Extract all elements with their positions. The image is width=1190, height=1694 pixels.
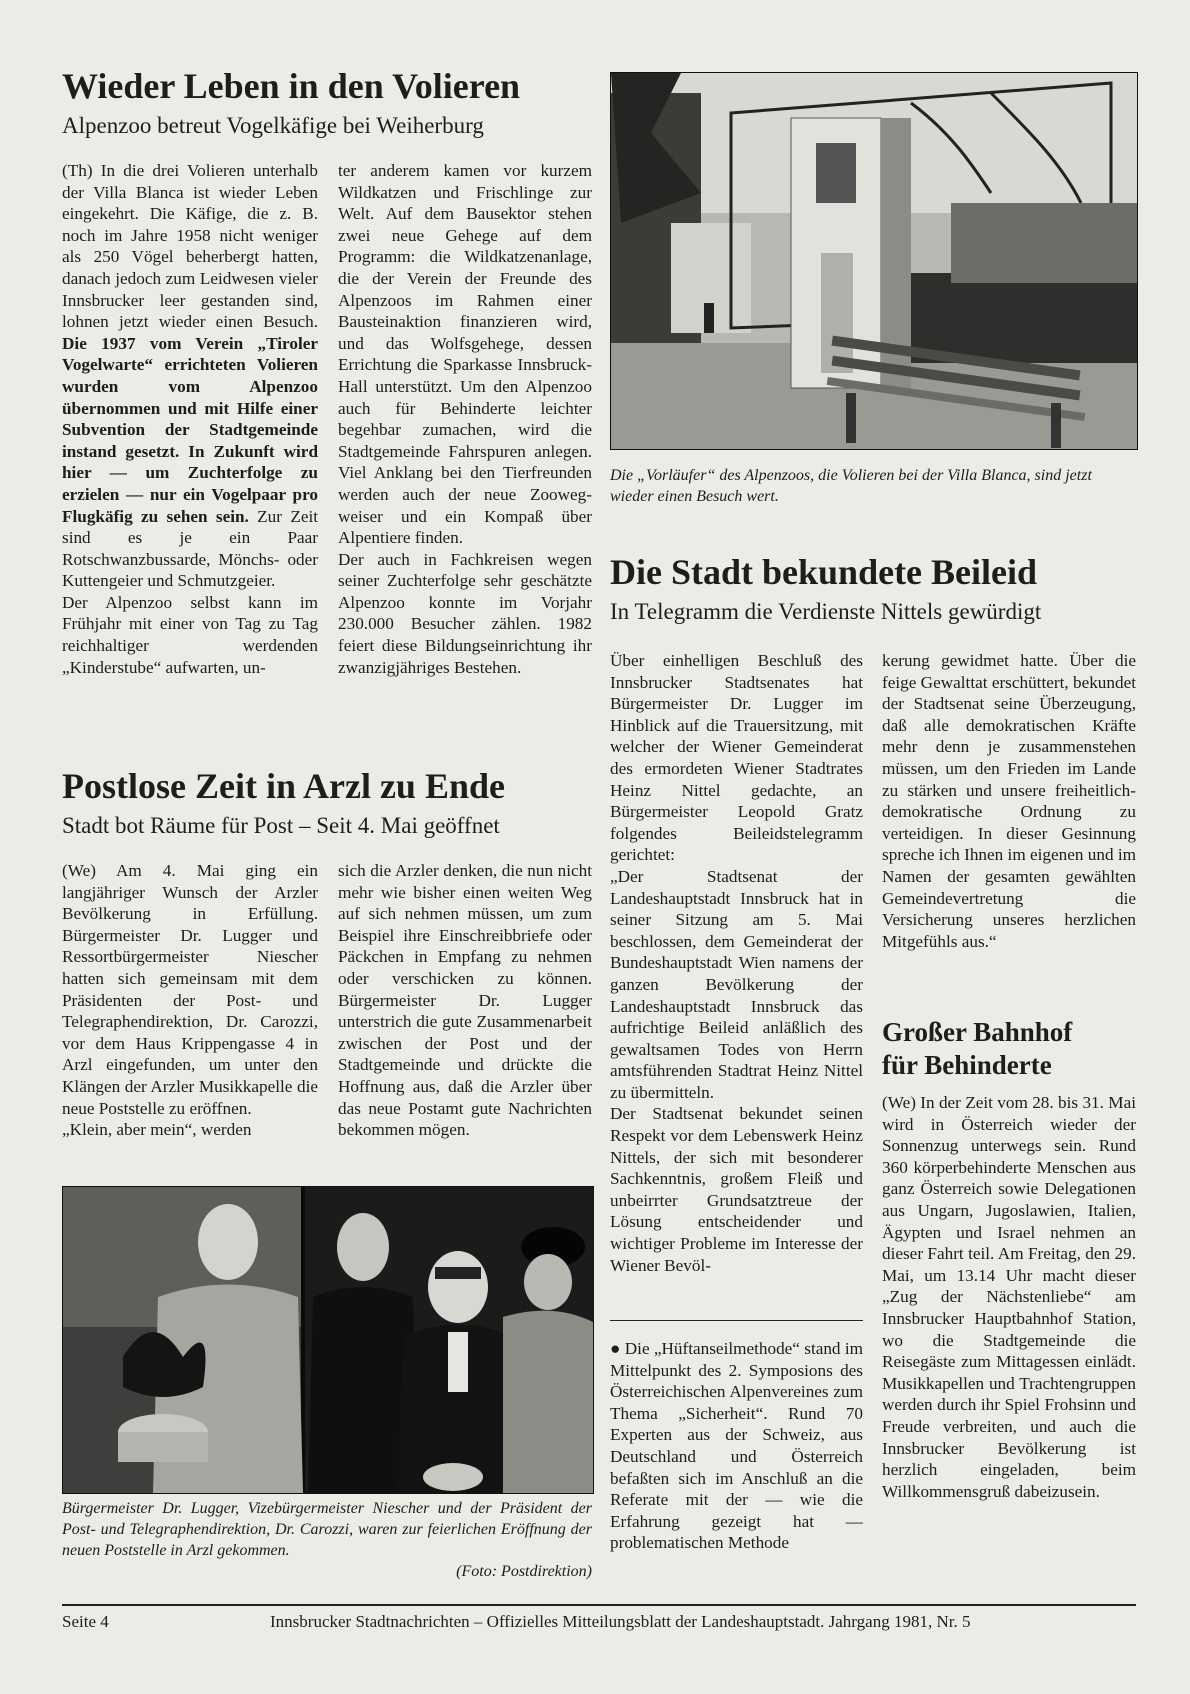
footer-publication: Innsbrucker Stadtnachrichten – Offizielles Mitteilungsblatt der Landeshauptstadt. Jahrgang 1981, Nr. 5: [270, 1612, 971, 1631]
article-arzl-col2: [338, 860, 592, 1141]
volieren-photo-caption: Die „Vorläufer“ des Alpenzoos, die Volieren bei der Villa Blanca, sind jetzt wieder einen Besuch wert.: [610, 467, 1092, 505]
bahnhof-text: (We) In der Zeit vom 28. bis 31. Mai wird in Österreich wieder der Sonnenzug unterwegs sein. Rund 360 körperbehinderte Menschen aus ganz Österreich sowie Delegationen aus Ungarn, Jugoslawien, Italien, Ägypten und Israel nehmen an dieser Fahrt teil. Am Freitag, den 29. Mai, um 13.14 Uhr macht dieser „Zug der Nächstenliebe“ am Innsbrucker Hauptbahnhof Station, wo die Stadtgemeinde die Reisegäste zum Mittagessen einlädt. Musikkapellen und Trachtengruppen werden durch ihr Spiel Frohsinn und Freude verbreiten, und auch die Innsbrucker Bevölkerung ist herzlich eingeladen, beim Willkommensgruß dabeizusein.: [882, 1093, 1136, 1501]
arzl-text-b: „Klein, aber mein“, werden: [62, 1120, 252, 1140]
subheadline-arzl: Stadt bot Räume für Post – Seit 4. Mai geöffnet: [62, 813, 500, 838]
headline-bahnhof-line1: Großer Bahnhof: [882, 1017, 1073, 1047]
bullet-icon: ●: [610, 1339, 621, 1358]
article-volieren-col1: [62, 160, 318, 678]
brief-divider: [610, 1320, 863, 1321]
volieren-text-a: (Th) In die drei Volieren unterhalb der Villa Blanca ist wieder Leben eingekehrt. Die Käfige, die z. B. noch im Jahre 1958 nicht weniger als 250 Vögel beherbergt hatten, danach jedoch zum Leidwesen vieler Innsbrucker leer gestanden sind, lohnen jetzt wieder einen Besuch.: [62, 161, 318, 332]
headline-bahnhof-line2: für Behinderte: [882, 1050, 1052, 1080]
volieren-photo: [610, 72, 1138, 450]
brief-text: Die „Hüftanseilmethode“ stand im Mittelpunkt des 2. Symposions des Österreichischen Alpenvereines zum Thema „Sicherheit“. Rund 70 Experten aus der Schweiz, aus Deutschland und Österreich befaßten sich im Anschluß an die Referate mit der — wie die Erfahrung gezeigt hat — problematischen Methode: [610, 1339, 864, 1553]
volieren-col2-b: Der auch in Fachkreisen wegen seiner Zuchterfolge sehr geschätzte Alpenzoo konnte im Vorjahr 230.000 Besucher zählen. 1982 feiert diese Bildungseinrichtung ihr zwanzigjähriges Bestehen.: [338, 549, 592, 677]
beileid-text-c: Der Stadtsenat bekundet seinen Respekt vor dem Lebenswerk Heinz Nittels, der sich mit besonderer Sachkenntnis, großem Fleiß und unbeirrter Grundsatztreue der Lösung entscheidender und wichtiger Probleme im Interesse der Wiener Bevöl-: [610, 1104, 863, 1275]
footer-rule: [62, 1604, 1136, 1606]
headline-beileid: Die Stadt bekundete Beileid: [610, 552, 1038, 592]
beileid-col2: kerung gewidmet hatte. Über die feige Gewalttat erschüttert, bekundet der Stadtsenat seine Überzeugung, daß alle demokratischen Kräfte mehr denn je zusammenstehen müssen, um den Frieden im Lande zu stärken und unsere freiheitlich-demokratische Ordnung zu verteidigen. In dieser Gesinnung spreche ich Ihnen im eigenen und im Namen der gesamten gewählten Gemeindevertretung die Versicherung unseres herzlichen Mitgefühls aus.“: [882, 651, 1136, 951]
headline-bahnhof: [882, 1016, 1136, 1082]
article-beileid-col2: [882, 650, 1136, 952]
arzl-photo: [62, 1186, 594, 1494]
footer-page-number: Seite 4: [62, 1612, 109, 1631]
arzl-caption-text: Bürgermeister Dr. Lugger, Vizebürgermeister Niescher und der Präsident der Post- und Telegraphendirektion, Dr. Carozzi, waren zur feierlichen Eröffnung der neuen Poststelle in Arzl gekommen.: [62, 1500, 592, 1559]
volieren-text-c: Der Alpenzoo selbst kann im Frühjahr mit einer von Tag zu Tag reichhaltiger werdenden „Kinderstube“ aufwarten, un-: [62, 592, 318, 677]
headline-volieren: Wieder Leben in den Volieren: [62, 66, 521, 106]
volieren-text-b: Zur Zeit sind es je ein Paar Rotschwanzbussarde, Mönchs- oder Kuttengeier und Schmutzgeier.: [62, 506, 319, 591]
brief-alpenverein: [610, 1338, 863, 1554]
article-arzl-col1: [62, 860, 318, 1141]
article-volieren-col2: [338, 160, 592, 678]
arzl-col2: sich die Arzler denken, die nun nicht mehr wie bisher einen weiten Weg auf sich nehmen müssen, um zum Beispiel ihre Einschreibbriefe oder Päckchen in Empfang zu nehmen oder verschicken zu können. Bürgermeister Dr. Lugger unterstrich die gute Zusammenarbeit zwischen der Post und der Stadtgemeinde und drückte die Hoffnung aus, daß die Arzler über das neue Postamt gute Nachrichten bekommen mögen.: [338, 861, 592, 1140]
article-bahnhof-body: [882, 1092, 1136, 1502]
subheadline-volieren: Alpenzoo betreut Vogelkäfige bei Weiherburg: [62, 113, 484, 138]
article-beileid-col1: [610, 650, 863, 1276]
headline-arzl: Postlose Zeit in Arzl zu Ende: [62, 766, 505, 806]
arzl-photo-caption: [62, 1498, 592, 1582]
volieren-text-bold: Die 1937 vom Verein „Tiroler Vogelwarte“ errichteten Volieren wurden vom Alpenzoo übernommen und mit Hilfe einer Subvention der Stadtgemeinde instand gesetzt. In Zukunft wird hier — um Zuchterfolge zu erzielen — nur ein Vogelpaar pro Flugkäfig zu sehen sein.: [62, 333, 318, 526]
arzl-photo-credit: (Foto: Postdirektion): [456, 1563, 592, 1580]
subheadline-beileid: In Telegramm die Verdienste Nittels gewürdigt: [610, 599, 1042, 624]
arzl-text-a: (We) Am 4. Mai ging ein langjähriger Wunsch der Arzler Bevölkerung in Erfüllung. Bürgermeister Dr. Lugger und Ressortbürgermeister Niescher hatten sich gemeinsam mit dem Präsidenten der Post- und Telegraphendirektion, Dr. Carozzi, vor dem Haus Krippengasse 4 in Arzl eingefunden, um unter den Klängen der Arzler Musikkapelle die neue Poststelle zu eröffnen.: [62, 861, 318, 1118]
beileid-text-a: Über einhelligen Beschluß des Innsbrucker Stadtsenates hat Bürgermeister Dr. Lugger im Hinblick auf die Trauersitzung, mit welcher der Wiener Gemeinderat des ermordeten Wiener Stadtrates Heinz Nittel gedachte, an Bürgermeister Leopold Gratz folgendes Beileidstelegramm gerichtet:: [610, 651, 863, 865]
volieren-col2-a: ter anderem kamen vor kurzem Wildkatzen und Frischlinge zur Welt. Auf dem Bausektor stehen zwei neue Gehege auf dem Programm: die Wildkatzenanlage, die der Verein der Freunde des Alpenzoos im Rahmen einer Bausteinaktion finanzieren wird, und das Wolfsgehege, dessen Errichtung die Sparkasse Innsbruck-Hall unterstützt. Um den Alpenzoo auch für Behinderte leichter begehbar zumachen, wird die Stadtgemeinde Fahrspuren anlegen. Viel Anklang bei den Tierfreunden werden auch der neue Zooweg-weiser und ein Kompaß über Alpentiere finden.: [338, 161, 592, 548]
beileid-text-b: „Der Stadtsenat der Landeshauptstadt Innsbruck hat in seiner Sitzung am 5. Mai beschlossen, dem Gemeinderat der Bundeshauptstadt Wien namens der ganzen Bevölkerung der Landeshauptstadt Innsbruck das aufrichtige Beileid anläßlich des gewaltsamen Todes von Herrn amtsführenden Stadtrat Heinz Nittel zu übermitteln.: [610, 866, 863, 1102]
